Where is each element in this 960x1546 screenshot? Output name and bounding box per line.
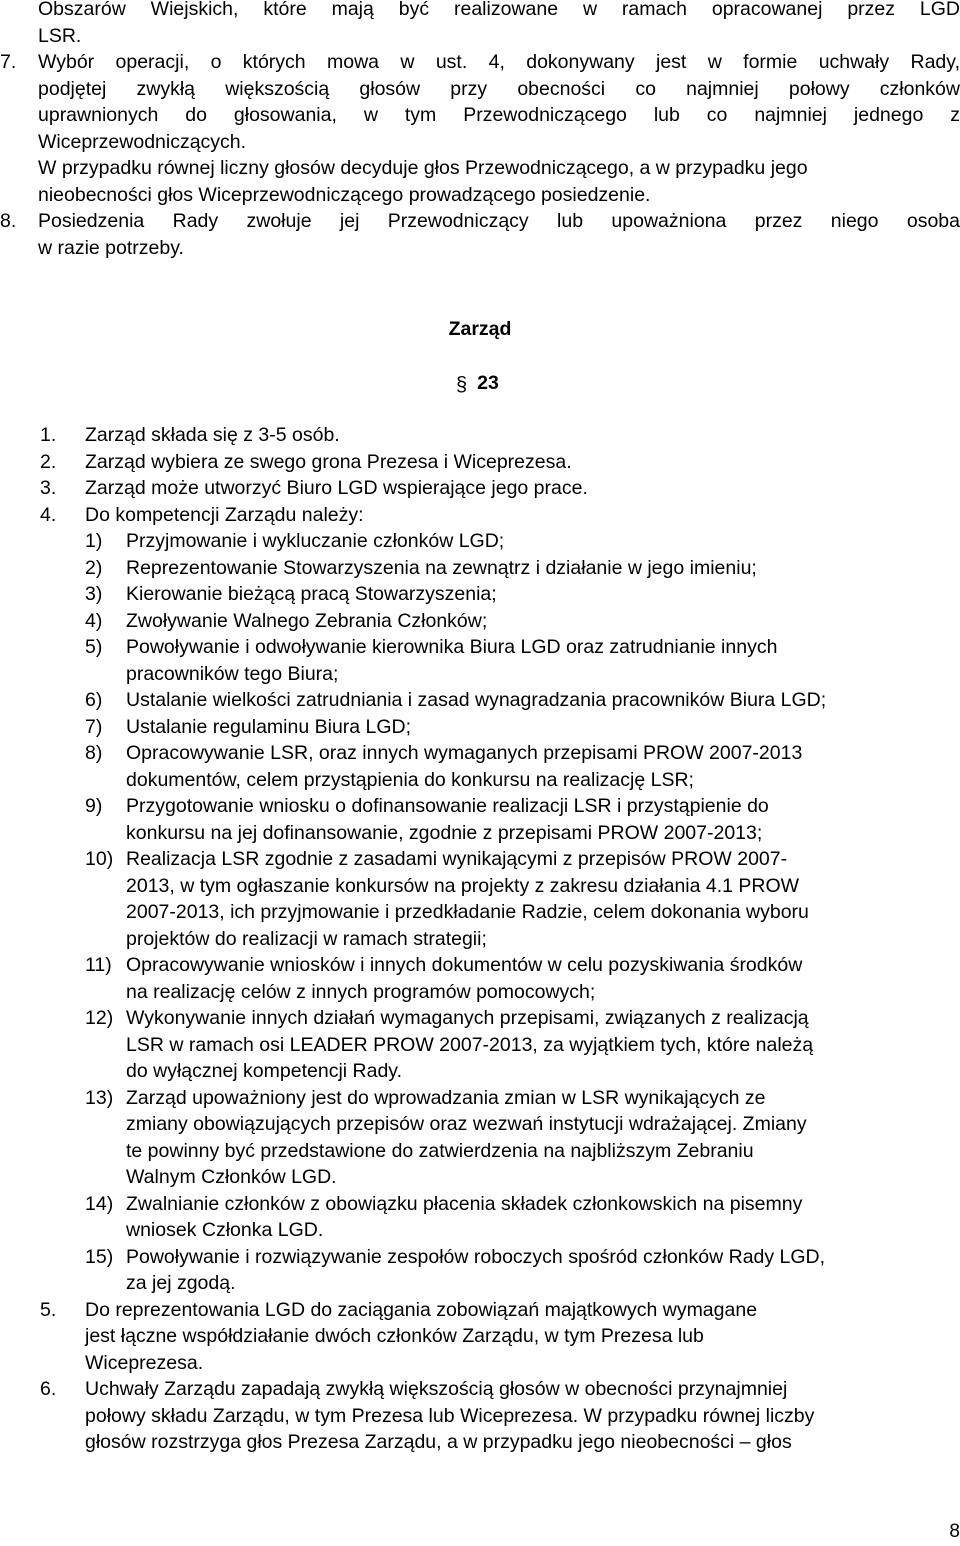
competence-text: LSR w ramach osi LEADER PROW 2007-2013, za wyjątkiem tych, które należą: [126, 1033, 814, 1056]
item-number: 1.: [40, 424, 57, 446]
competence-item: [0, 1244, 960, 1271]
competence-text: do wyłącznej kompetencji Rady.: [126, 1060, 403, 1082]
competence-text: wniosek Członka LGD.: [126, 1219, 324, 1241]
item-text: Do reprezentowania LGD do zaciągania zobowiązań majątkowych wymagane: [85, 1298, 758, 1321]
competence-text: Realizacja LSR zgodnie z zasadami wynikającymi z przepisów PROW 2007-: [126, 848, 788, 870]
competence-text: te powinny być przedstawione do zatwierdzenia na najbliższym Zebraniu: [126, 1139, 754, 1162]
list-item: [0, 502, 960, 529]
continuation-line: Obszarów Wiejskich, które mają być realizowane w ramach opracowanej przez LGD: [38, 0, 960, 20]
competence-number: 2): [85, 556, 103, 579]
paragraph-line: nieobecności głos Wiceprzewodniczącego prowadzącego posiedzenie.: [38, 183, 651, 206]
competence-text: Ustalanie regulaminu Biura LGD;: [126, 715, 412, 738]
competence-text: za jej zgodą.: [126, 1272, 236, 1294]
competence-text: Reprezentowanie Stowarzyszenia na zewnątrz i działanie w jego imieniu;: [126, 556, 757, 579]
paragraph-number: 8.: [0, 210, 17, 232]
competence-number: 11): [85, 954, 112, 976]
paragraph-line: Wybór operacji, o których mowa w ust. 4, dokonywany jest w formie uchwały Rady,: [38, 51, 960, 73]
competence-text: Zwalnianie członków z obowiązku płacenia składek członkowskich na pisemny: [126, 1192, 803, 1215]
item-number: 2.: [40, 450, 57, 473]
competence-text: Zwoływanie Walnego Zebrania Członków;: [126, 609, 488, 632]
competence-text: Wykonywanie innych działań wymaganych przepisami, związanych z realizacją: [126, 1007, 809, 1029]
item-text: Wiceprezesa.: [85, 1351, 204, 1374]
competence-text: 2007-2013, ich przyjmowanie i przedkładanie Radzie, celem dokonania wyboru: [126, 901, 809, 923]
competence-text: dokumentów, celem przystąpienia do konkursu na realizację LSR;: [126, 768, 694, 791]
competence-text: Powoływanie i rozwiązywanie zespołów roboczych spośród członków Rady LGD,: [126, 1245, 826, 1268]
competence-text: pracowników tego Biura;: [126, 662, 339, 685]
competence-item: [0, 1005, 960, 1032]
competence-number: 13): [85, 1086, 114, 1109]
competence-item: [0, 1191, 960, 1218]
paragraph-line: w razie potrzeby.: [38, 236, 184, 259]
competence-number: 14): [85, 1192, 114, 1215]
competence-text: Opracowywanie wniosków i innych dokumentów w celu pozyskiwania środków: [126, 954, 803, 976]
competence-text: Powoływanie i odwoływanie kierownika Biura LGD oraz zatrudnianie innych: [126, 636, 778, 658]
item-text: Zarząd może utworzyć Biuro LGD wspierające jego prace.: [85, 477, 588, 499]
competence-item: [0, 687, 960, 714]
competence-number: 7): [85, 715, 103, 738]
list-item: [0, 1376, 960, 1403]
item-text: jest łączne współdziałanie dwóch członków Zarządu, w tym Prezesa lub: [85, 1325, 704, 1347]
competence-number: 4): [85, 609, 103, 632]
competence-number: 8): [85, 742, 103, 764]
competence-item: [0, 1085, 960, 1112]
paragraph-number: 7.: [0, 51, 17, 73]
list-item: [0, 1297, 960, 1324]
paragraph-7: [0, 49, 960, 208]
competence-number: 15): [85, 1245, 114, 1268]
competence-text: Przyjmowanie i wykluczanie członków LGD;: [126, 530, 505, 552]
competence-number: 12): [85, 1007, 114, 1029]
continuation-line: LSR.: [38, 24, 82, 47]
list-item: [0, 475, 960, 502]
item-text: Uchwały Zarządu zapadają zwykłą większością głosów w obecności przynajmniej: [85, 1378, 788, 1400]
paragraph-8: [0, 208, 960, 261]
item-number: 5.: [40, 1298, 57, 1321]
competence-item: [0, 528, 960, 555]
item-number: 3.: [40, 477, 57, 499]
competence-text: na realizację celów z innych programów pomocowych;: [126, 980, 596, 1003]
competence-item: [0, 555, 960, 582]
item-number: 6.: [40, 1378, 57, 1400]
competence-text: projektów do realizacji w ramach strategii;: [126, 927, 487, 950]
paragraph-line: Posiedzenia Rady zwołuje jej Przewodniczący lub upoważniona przez niego osoba: [38, 210, 960, 232]
list-item: [0, 422, 960, 449]
section-sign: §: [456, 374, 468, 396]
competence-text: Kierowanie bieżącą pracą Stowarzyszenia;: [126, 583, 497, 605]
competence-item: [0, 608, 960, 635]
competence-text: Opracowywanie LSR, oraz innych wymaganych przepisami PROW 2007-2013: [126, 742, 803, 764]
section-number: 23: [477, 372, 499, 394]
paragraph-line: podjętej zwykłą większością głosów przy obecności co najmniej połowy członków: [38, 77, 960, 100]
top-block: [0, 0, 960, 261]
item-number: 4.: [40, 503, 57, 526]
competence-item: [0, 714, 960, 741]
competence-text: Ustalanie wielkości zatrudniania i zasad wynagradzania pracowników Biura LGD;: [126, 689, 827, 711]
competence-number: 9): [85, 795, 103, 817]
competence-number: 6): [85, 689, 103, 711]
competence-text: konkursu na jej dofinansowanie, zgodnie z przepisami PROW 2007-2013;: [126, 821, 763, 844]
competence-item: [0, 952, 960, 979]
competence-item: [0, 740, 960, 767]
competence-number: 5): [85, 636, 103, 658]
competence-number: 3): [85, 583, 103, 605]
item-text: Do kompetencji Zarządu należy:: [85, 503, 364, 526]
item-text: Zarząd składa się z 3-5 osób.: [85, 424, 340, 446]
competence-item: [0, 634, 960, 661]
paragraph-line: uprawnionych do głosowania, w tym Przewodniczącego lub co najmniej jednego z: [38, 104, 960, 126]
list-item: [0, 449, 960, 476]
section-title: Zarząd: [448, 318, 512, 340]
competence-text: Walnym Członków LGD.: [126, 1166, 337, 1188]
competence-text: 2013, w tym ogłaszanie konkursów na projekty z zakresu działania 4.1 PROW: [126, 874, 800, 897]
item-text: Zarząd wybiera ze swego grona Prezesa i Wiceprezesa.: [85, 450, 572, 473]
competence-item: [0, 581, 960, 608]
item-text: połowy składu Zarządu, w tym Prezesa lub Wiceprezesa. W przypadku równej liczby: [85, 1404, 815, 1427]
paragraph-line: Wiceprzewodniczących.: [38, 130, 247, 153]
competence-number: 10): [85, 848, 114, 870]
board-list: [0, 422, 960, 1456]
competence-text: zmiany obowiązujących przepisów oraz wezwań instytucji wdrażającej. Zmiany: [126, 1113, 807, 1135]
item-text: głosów rozstrzyga głos Prezesa Zarządu, a w przypadku jego nieobecności – głos: [85, 1431, 792, 1453]
paragraph-line: W przypadku równej liczny głosów decyduje głos Przewodniczącego, a w przypadku jego: [38, 157, 808, 179]
page-number: 8: [949, 1521, 960, 1542]
competence-item: [0, 793, 960, 820]
competence-item: [0, 846, 960, 873]
competence-text: Przygotowanie wniosku o dofinansowanie realizacji LSR i przystąpienie do: [126, 795, 769, 817]
competence-text: Zarząd upoważniony jest do wprowadzania zmian w LSR wynikających ze: [126, 1086, 766, 1109]
competence-number: 1): [85, 530, 103, 552]
